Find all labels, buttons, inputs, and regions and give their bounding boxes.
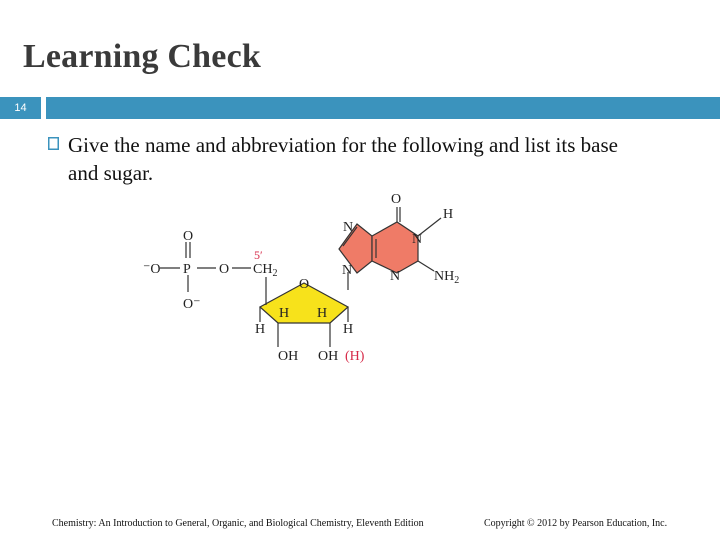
slide-number: 14 — [0, 97, 41, 119]
nucleotide-structure — [140, 185, 480, 375]
question-text: Give the name and abbreviation for the following and list its base and sugar. — [68, 133, 618, 185]
base-nh2: $NH_2$ — [434, 269, 460, 286]
header-bar — [46, 97, 720, 119]
bullet-icon — [48, 137, 59, 150]
footer-copyright: Copyright © 2012 by Pearson Education, Inc. — [484, 518, 668, 529]
five-prime-label: 5′ — [254, 248, 263, 262]
base-h-top: H — [443, 207, 454, 222]
phosphate-p: P — [183, 262, 191, 277]
base-n-right: N — [412, 232, 423, 247]
sugar-oh-right: OH — [318, 349, 339, 364]
sugar-oh-left: OH — [278, 349, 299, 364]
base-n1: N — [343, 220, 354, 235]
base-n-bottom-right: N — [390, 269, 401, 284]
base-o-top: O — [391, 192, 402, 207]
slide-title: Learning Check — [23, 38, 261, 75]
sugar-ring-o: O — [299, 277, 310, 292]
base-n-bottom-left: N — [342, 263, 353, 278]
sugar-h-right: H — [343, 322, 354, 337]
sugar-h-inner-right: H — [317, 306, 328, 321]
phosphate-o-left: ⁻O — [143, 262, 161, 277]
sugar-h-inner-left: H — [279, 306, 290, 321]
base-six-ring — [372, 222, 418, 273]
footer-textbook-reference: Chemistry: An Introduction to General, Organic, and Biological Chemistry, Eleventh Edition — [52, 518, 424, 529]
sugar-h-left: H — [255, 322, 266, 337]
phosphate-o-mid: O — [219, 262, 230, 277]
phosphate-o-top: O — [183, 229, 194, 244]
ch2-label: $CH_2$ — [253, 262, 278, 279]
sugar-h-paren: (H) — [345, 349, 365, 364]
phosphate-o-bottom: O⁻ — [183, 297, 201, 312]
